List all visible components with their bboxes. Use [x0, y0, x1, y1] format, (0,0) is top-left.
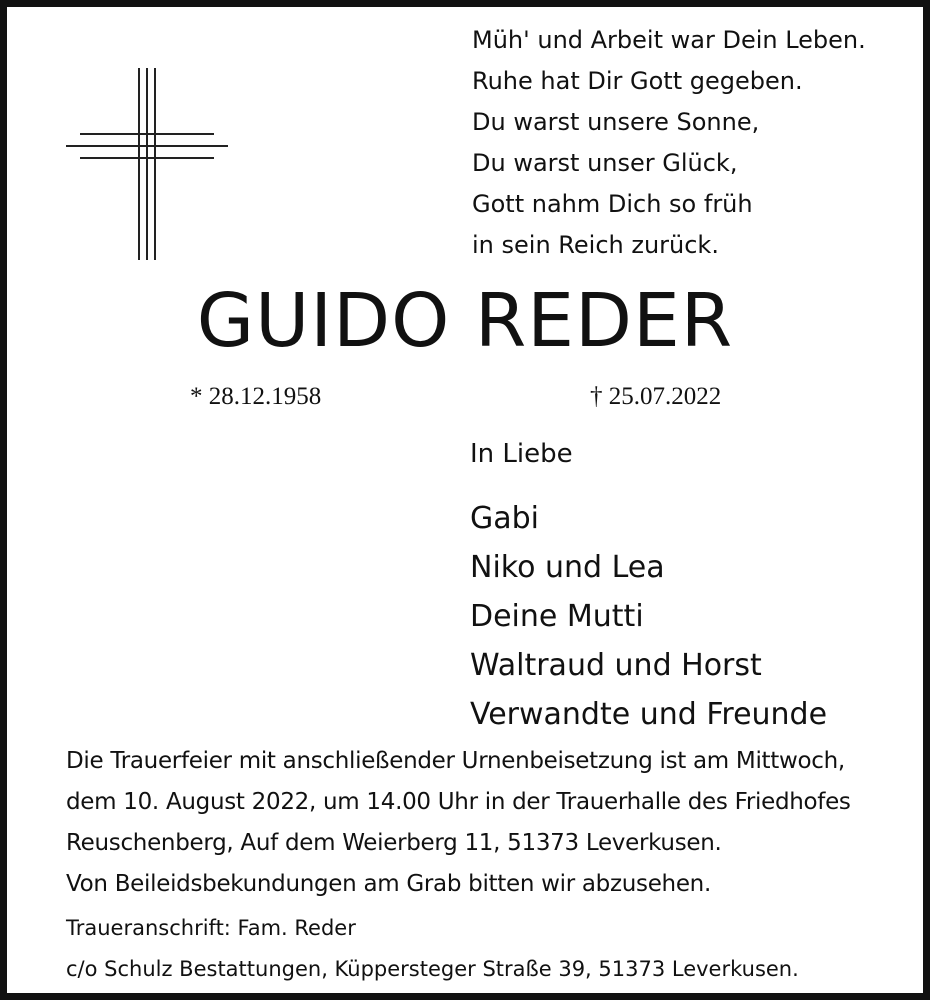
mourner-name: Deine Mutti: [470, 599, 644, 634]
address-line: c/o Schulz Bestattungen, Küppersteger Straße 39, 51373 Leverkusen.: [66, 957, 799, 981]
mourners-list: [470, 494, 827, 739]
mourner-name: Waltraud und Horst: [470, 648, 762, 683]
poem-line: Müh' und Arbeit war Dein Leben.: [472, 26, 866, 54]
cross-icon: [66, 68, 228, 260]
birth-date: * 28.12.1958: [190, 383, 322, 410]
in-love-heading: In Liebe: [470, 439, 573, 469]
deceased-name: GUIDO REDER: [196, 278, 734, 364]
poem-line: Ruhe hat Dir Gott gegeben.: [472, 67, 803, 95]
service-details: [66, 741, 886, 905]
mourner-name: Niko und Lea: [470, 550, 665, 585]
service-line: Von Beileidsbekundungen am Grab bitten wir abzusehen.: [66, 871, 711, 897]
service-line: dem 10. August 2022, um 14.00 Uhr in der Trauerhalle des Friedhofes: [66, 789, 851, 815]
service-line: Reuschenberg, Auf dem Weierberg 11, 51373 Leverkusen.: [66, 830, 722, 856]
poem-line: Du warst unsere Sonne,: [472, 108, 760, 136]
poem: [472, 20, 902, 266]
mourner-name: Verwandte und Freunde: [470, 697, 828, 732]
mourning-address: [66, 908, 799, 990]
address-line: Traueranschrift: Fam. Reder: [66, 916, 356, 940]
poem-line: Gott nahm Dich so früh: [472, 190, 753, 218]
service-line: Die Trauerfeier mit anschließender Urnenbeisetzung ist am Mittwoch,: [66, 748, 845, 774]
poem-line: Du warst unser Glück,: [472, 149, 738, 177]
mourner-name: Gabi: [470, 501, 540, 536]
poem-line: in sein Reich zurück.: [472, 231, 719, 259]
death-date: † 25.07.2022: [590, 383, 722, 410]
